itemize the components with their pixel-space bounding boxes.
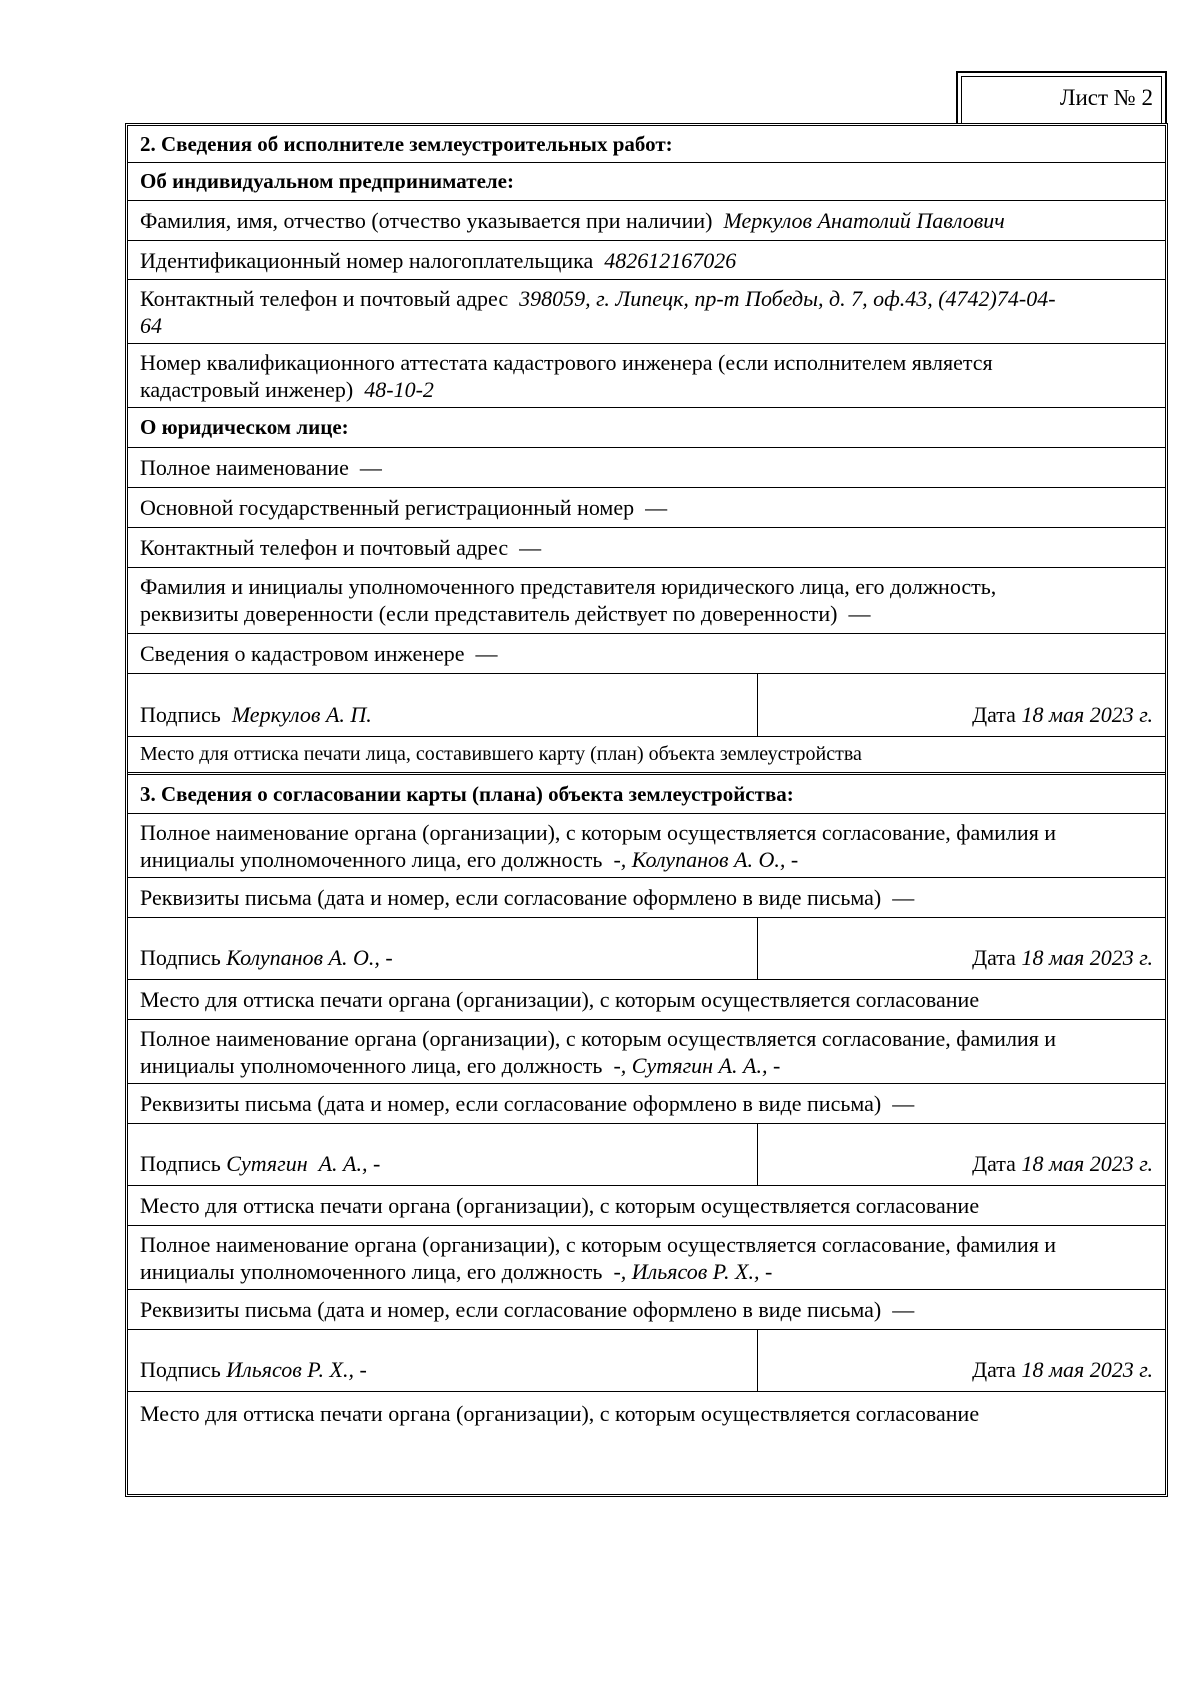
approval-signature-row xyxy=(128,1124,1165,1186)
approval-org-label-line1: Полное наименование органа (организации), с которым осуществляется согласование, фамилия и xyxy=(140,820,1057,845)
ip-heading-row xyxy=(128,163,1165,201)
approval-letter-row xyxy=(128,1084,1165,1124)
ul-ogrn-label: Основной государственный регистрационный номер xyxy=(140,495,635,520)
ip-cert-label-line1: Номер квалификационного аттестата кадастрового инженера (если исполнителем является xyxy=(140,350,993,375)
ul-heading: О юридическом лице: xyxy=(140,415,349,439)
approval-org-value: -, Ильясов Р. Х., - xyxy=(613,1259,773,1284)
approval-date-label: Дата xyxy=(972,1357,1016,1382)
ul-heading-row xyxy=(128,408,1165,448)
section2-signature-row xyxy=(128,674,1165,737)
approval-stamp-row xyxy=(128,980,1165,1020)
document-frame xyxy=(125,123,1168,1497)
approval-date-value: 18 мая 2023 г. xyxy=(1021,1357,1153,1382)
date-cell xyxy=(758,674,1165,736)
approval-letter-value: — xyxy=(892,1297,915,1322)
ul-name-value: — xyxy=(359,455,382,480)
approval-date-cell xyxy=(758,1124,1165,1185)
signature-value: Меркулов А. П. xyxy=(231,702,372,727)
ip-heading: Об индивидуальном предпринимателе: xyxy=(140,169,514,193)
approval-stamp-label: Место для оттиска печати органа (организации), с которым осуществляется согласование xyxy=(140,987,980,1012)
approval-signature-label: Подпись xyxy=(140,1151,221,1176)
ul-contact-label: Контактный телефон и почтовый адрес xyxy=(140,535,509,560)
ip-contact-row xyxy=(128,280,1165,344)
engineer-value: — xyxy=(475,641,498,666)
approval-signature-value: Колупанов А. О., - xyxy=(226,945,393,970)
section3-title: 3. Сведения о согласовании карты (плана) объекта землеустройства: xyxy=(140,781,794,806)
approval-stamp-label: Место для оттиска печати органа (организации), с которым осуществляется согласование xyxy=(140,1193,980,1218)
ip-inn-row xyxy=(128,241,1165,280)
approval-org-label-line2: инициалы уполномоченного лица, его должность xyxy=(140,1053,603,1078)
approval-letter-value: — xyxy=(892,885,915,910)
approval-signature-value: Ильясов Р. Х., - xyxy=(226,1357,367,1382)
approval-org-row xyxy=(128,1226,1165,1290)
ip-contact-label: Контактный телефон и почтовый адрес xyxy=(140,286,509,311)
ul-ogrn-value: — xyxy=(645,495,668,520)
approval-letter-row xyxy=(128,1290,1165,1330)
ip-fio-row xyxy=(128,201,1165,241)
approval-letter-value: — xyxy=(892,1091,915,1116)
approval-date-value: 18 мая 2023 г. xyxy=(1021,1151,1153,1176)
approval-stamp-row xyxy=(128,1186,1165,1226)
approval-letter-label: Реквизиты письма (дата и номер, если согласование оформлено в виде письма) xyxy=(140,885,882,910)
ip-inn-label: Идентификационный номер налогоплательщика xyxy=(140,247,594,273)
approval-org-label-line2: инициалы уполномоченного лица, его должность xyxy=(140,847,603,872)
signature-cell xyxy=(128,674,758,736)
approval-letter-label: Реквизиты письма (дата и номер, если согласование оформлено в виде письма) xyxy=(140,1297,882,1322)
approval-date-cell xyxy=(758,1330,1165,1391)
approval-letter-row xyxy=(128,878,1165,918)
approval-org-value: -, Сутягин А. А., - xyxy=(613,1053,781,1078)
signature-label: Подпись xyxy=(140,702,221,727)
ul-contact-value: — xyxy=(519,535,542,560)
approval-date-label: Дата xyxy=(972,1151,1016,1176)
ip-fio-label: Фамилия, имя, отчество (отчество указывается при наличии) xyxy=(140,208,713,233)
ul-rep-label-line1: Фамилия и инициалы уполномоченного представителя юридического лица, его должность, xyxy=(140,574,997,599)
ip-cert-label-line2: кадастровый инженер) xyxy=(140,377,354,402)
ul-rep-row xyxy=(128,568,1165,634)
ul-name-label: Полное наименование xyxy=(140,455,349,480)
approval-signature-row xyxy=(128,1330,1165,1392)
section2-title-row xyxy=(128,126,1165,163)
ip-contact-value-line2: 64 xyxy=(140,313,162,338)
approval-letter-label: Реквизиты письма (дата и номер, если согласование оформлено в виде письма) xyxy=(140,1091,882,1116)
approval-signature-cell xyxy=(128,918,758,979)
section2-stamp-row xyxy=(128,737,1165,775)
section2-title: 2. Сведения об исполнителе землеустроительных работ: xyxy=(140,131,673,156)
engineer-label: Сведения о кадастровом инженере xyxy=(140,641,465,666)
ip-cert-row xyxy=(128,344,1165,408)
approval-org-label-line1: Полное наименование органа (организации), с которым осуществляется согласование, фамилия и xyxy=(140,1026,1057,1051)
approval-stamp-row xyxy=(128,1392,1165,1494)
approval-signature-cell xyxy=(128,1330,758,1391)
ip-contact-value-line1: 398059, г. Липецк, пр-т Победы, д. 7, оф.43, (4742)74-04- xyxy=(519,286,1056,311)
approval-signature-value: Сутягин А. А., - xyxy=(226,1151,381,1176)
ul-contact-row xyxy=(128,528,1165,568)
approval-org-label-line2: инициалы уполномоченного лица, его должность xyxy=(140,1259,603,1284)
approval-signature-label: Подпись xyxy=(140,945,221,970)
approval-org-row xyxy=(128,814,1165,878)
ip-inn-value: 482612167026 xyxy=(604,247,737,273)
date-value: 18 мая 2023 г. xyxy=(1021,702,1153,727)
approval-date-label: Дата xyxy=(972,945,1016,970)
ul-ogrn-row xyxy=(128,488,1165,528)
approval-signature-cell xyxy=(128,1124,758,1185)
ip-cert-value: 48-10-2 xyxy=(364,377,434,402)
approval-stamp-label: Место для оттиска печати органа (организации), с которым осуществляется согласование xyxy=(140,1401,980,1426)
approval-org-value: -, Колупанов А. О., - xyxy=(613,847,799,872)
stamp-label: Место для оттиска печати лица, составившего карту (план) объекта землеустройства xyxy=(140,743,862,765)
approval-signature-label: Подпись xyxy=(140,1357,221,1382)
approval-date-cell xyxy=(758,918,1165,979)
approval-org-label-line1: Полное наименование органа (организации), с которым осуществляется согласование, фамилия и xyxy=(140,1232,1057,1257)
ul-rep-label-line2: реквизиты доверенности (если представитель действует по доверенности) xyxy=(140,601,838,626)
approval-org-row xyxy=(128,1020,1165,1084)
engineer-row xyxy=(128,634,1165,674)
ul-name-row xyxy=(128,448,1165,488)
approval-date-value: 18 мая 2023 г. xyxy=(1021,945,1153,970)
sheet-number: Лист № 2 xyxy=(1059,85,1153,110)
section3-title-row xyxy=(128,775,1165,814)
ip-fio-value: Меркулов Анатолий Павлович xyxy=(723,208,1005,233)
sheet-number-box xyxy=(956,71,1167,123)
approval-signature-row xyxy=(128,918,1165,980)
ul-rep-value: — xyxy=(848,601,871,626)
date-label: Дата xyxy=(972,702,1016,727)
